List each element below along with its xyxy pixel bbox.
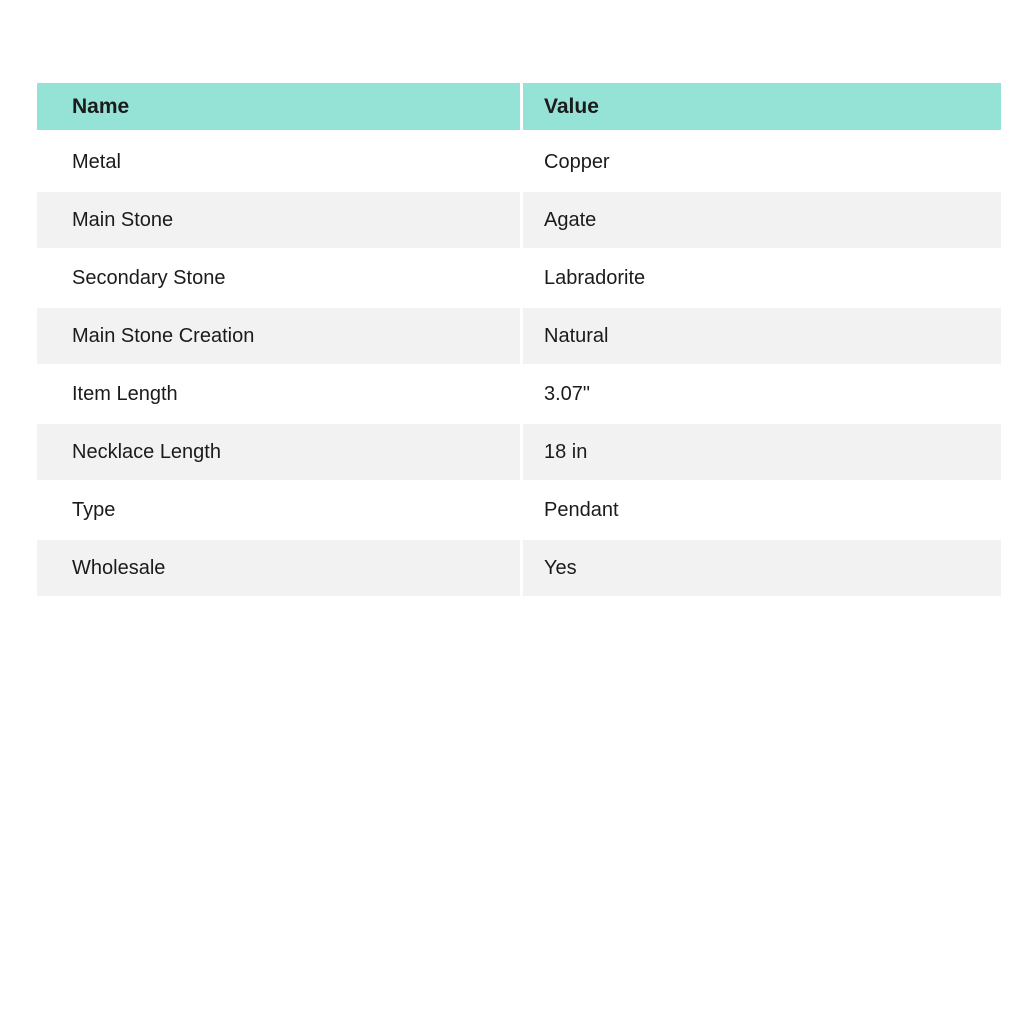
- spec-value-cell: 18 in: [544, 441, 588, 463]
- spec-value-cell: Pendant: [544, 499, 619, 521]
- spec-value-cell: Copper: [544, 151, 610, 173]
- table-body: [37, 134, 1001, 598]
- spec-value-cell: Yes: [544, 557, 577, 579]
- spec-name-cell: Metal: [37, 134, 523, 190]
- product-spec-table: [37, 83, 1001, 598]
- spec-name-cell: Main Stone Creation: [37, 308, 523, 364]
- table-row: [37, 424, 1001, 482]
- spec-value-cell: 3.07": [544, 383, 591, 405]
- spec-name-cell: Type: [37, 482, 523, 538]
- table-row: [37, 482, 1001, 540]
- spec-name-cell: Main Stone: [37, 192, 523, 248]
- table-header-row: [37, 83, 1001, 134]
- spec-name-cell: Secondary Stone: [37, 250, 523, 306]
- spec-name-cell: Necklace Length: [37, 424, 523, 480]
- column-header-name: Name: [37, 83, 523, 130]
- column-header-value: Value: [544, 94, 599, 118]
- spec-value-cell: Labradorite: [544, 267, 646, 289]
- spec-name-cell: Wholesale: [37, 540, 523, 596]
- spec-value-cell: Agate: [544, 209, 597, 231]
- table-row: [37, 250, 1001, 308]
- spec-value-cell: Natural: [544, 325, 609, 347]
- table-row: [37, 308, 1001, 366]
- spec-name-cell: Item Length: [37, 366, 523, 422]
- table-row: [37, 540, 1001, 598]
- table-row: [37, 134, 1001, 192]
- table-row: [37, 192, 1001, 250]
- table-row: [37, 366, 1001, 424]
